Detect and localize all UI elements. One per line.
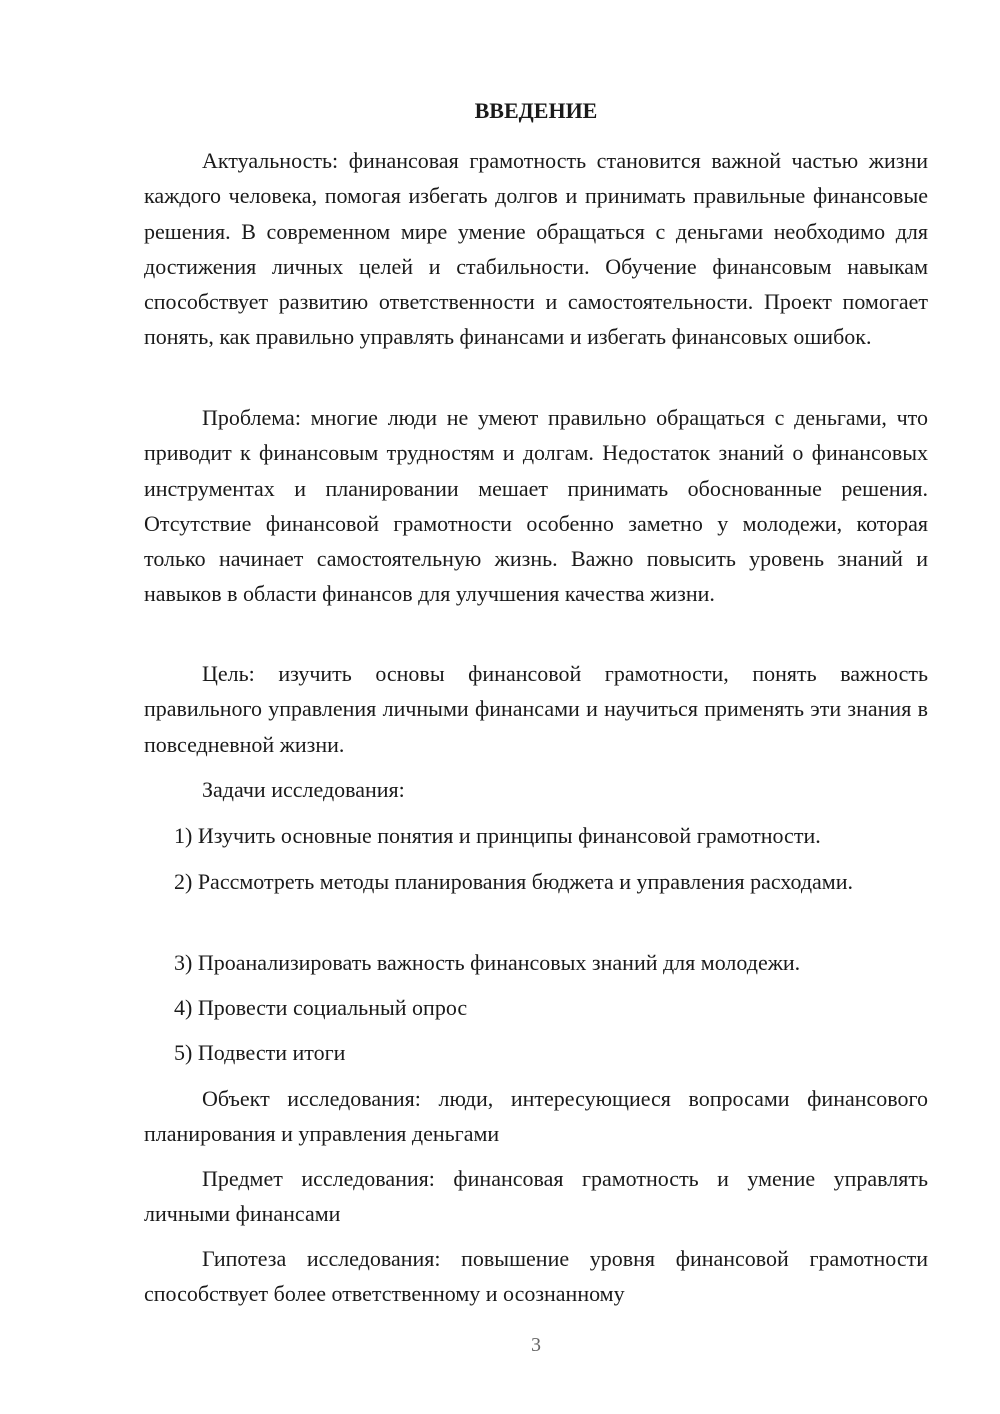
paragraph-problem: Проблема: многие люди не умеют правильно обращаться с деньгами, что приводит к финансовым трудностям и долгам. Недостаток знаний о финансовых инструментах и планировании мешает принимать обоснованные решения. Отсутствие финансовой грамотности особенно заметно у молодежи, которая только начинает самостоятельную жизнь. Важно повысить уровень знаний и навыков в области финансов для улучшения качества жизни.: [144, 405, 928, 607]
task-item-2: 2) Рассмотреть методы планирования бюджета и управления расходами.: [174, 869, 853, 894]
task-item-3: 3) Проанализировать важность финансовых знаний для молодежи.: [174, 950, 801, 975]
task-item-1: 1) Изучить основные понятия и принципы финансовой грамотности.: [174, 823, 821, 848]
paragraph-hypothesis: Гипотеза исследования: повышение уровня финансовой грамотности способствует более ответственному и осознанному: [144, 1246, 928, 1307]
task-item-5: 5) Подвести итоги: [174, 1040, 346, 1065]
paragraph-object: Объект исследования: люди, интересующиеся вопросами финансового планирования и управления деньгами: [144, 1086, 928, 1147]
tasks-heading: Задачи исследования:: [202, 777, 405, 802]
paragraph-subject: Предмет исследования: финансовая грамотность и умение управлять личными финансами: [144, 1166, 928, 1227]
page-title: ВВЕДЕНИЕ: [474, 98, 598, 123]
paragraph-goal: Цель: изучить основы финансовой грамотности, понять важность правильного управления личными финансами и научиться применять эти знания в повседневной жизни.: [144, 661, 928, 757]
page-number: 3: [531, 1334, 541, 1356]
paragraph-relevance: Актуальность: финансовая грамотность становится важной частью жизни каждого человека, помогая избегать долгов и принимать правильные финансовые решения. В современном мире умение обращаться с деньгами необходимо для достижения личных целей и стабильности. Обучение финансовым навыкам способствует развитию ответственности и самостоятельности. Проект помогает понять, как правильно управлять финансами и избегать финансовых ошибок.: [144, 148, 928, 350]
task-item-4: 4) Провести социальный опрос: [174, 995, 468, 1020]
